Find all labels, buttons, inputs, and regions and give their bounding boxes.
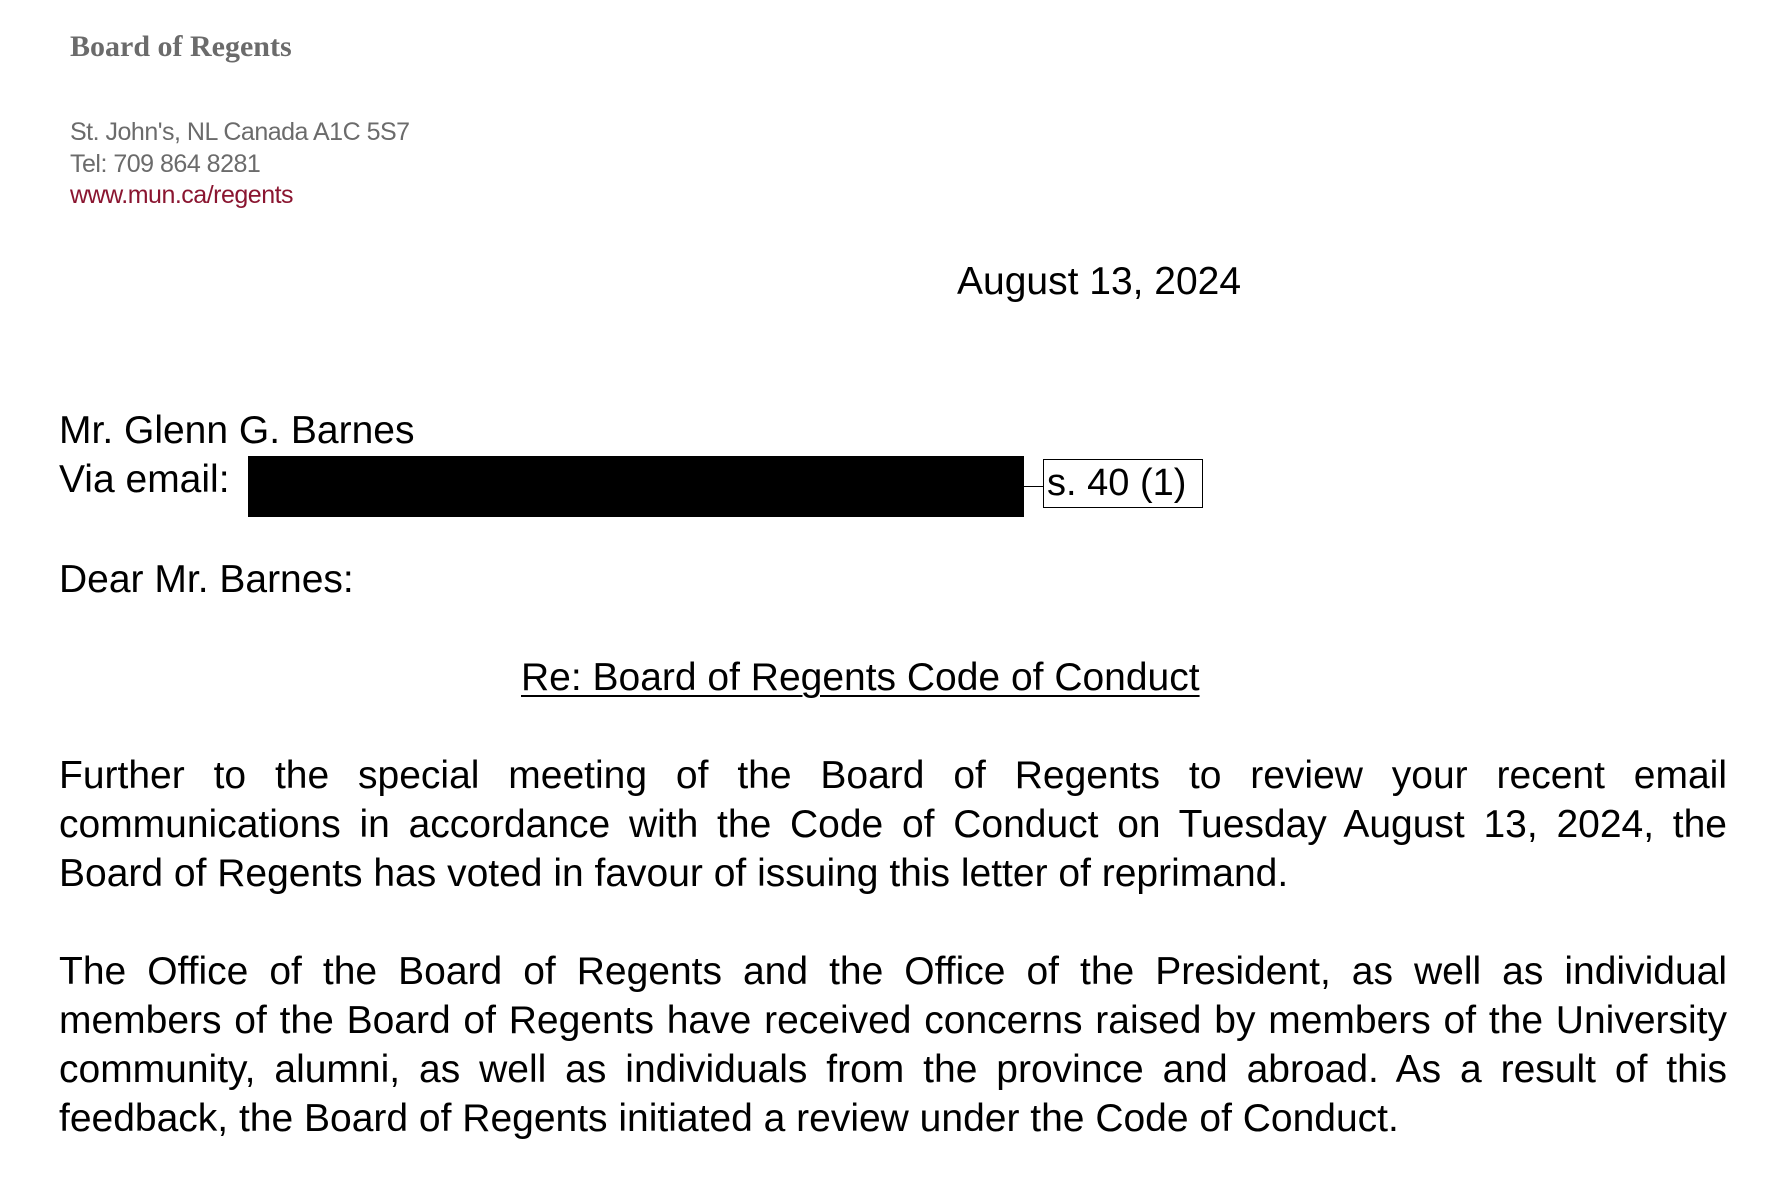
letter-date: August 13, 2024 bbox=[957, 260, 1242, 303]
body-paragraph: The Office of the Board of Regents and the Office of the President, as well as individual members of the Board of Regents have received concerns raised by members of the University community, alumni, as well as individuals from the province and abroad. As a result of this feedback, the Board of Regents initiated a review under the Code of Conduct. bbox=[59, 950, 1727, 1140]
letterhead-phone: Tel: 709 864 8281 bbox=[70, 150, 261, 178]
recipient-via-email-label: Via email: bbox=[59, 458, 230, 501]
letterhead-organization: Board of Regents bbox=[70, 30, 292, 63]
subject-line: Re: Board of Regents Code of Conduct bbox=[521, 656, 1200, 699]
recipient-name: Mr. Glenn G. Barnes bbox=[59, 409, 415, 452]
letterhead-website-link[interactable]: www.mun.ca/regents bbox=[70, 181, 294, 209]
redaction-connector-line bbox=[1024, 486, 1044, 487]
email-redaction-block bbox=[248, 456, 1024, 517]
salutation: Dear Mr. Barnes: bbox=[59, 558, 354, 601]
letterhead-address: St. John's, NL Canada A1C 5S7 bbox=[70, 118, 410, 146]
redaction-exemption-label: s. 40 (1) bbox=[1043, 459, 1203, 508]
body-paragraph: Further to the special meeting of the Board of Regents to review your recent email communications in accordance with the Code of Conduct on Tuesday August 13, 2024, the Board of Regents has voted in favour of issuing this letter of reprimand. bbox=[59, 754, 1727, 895]
